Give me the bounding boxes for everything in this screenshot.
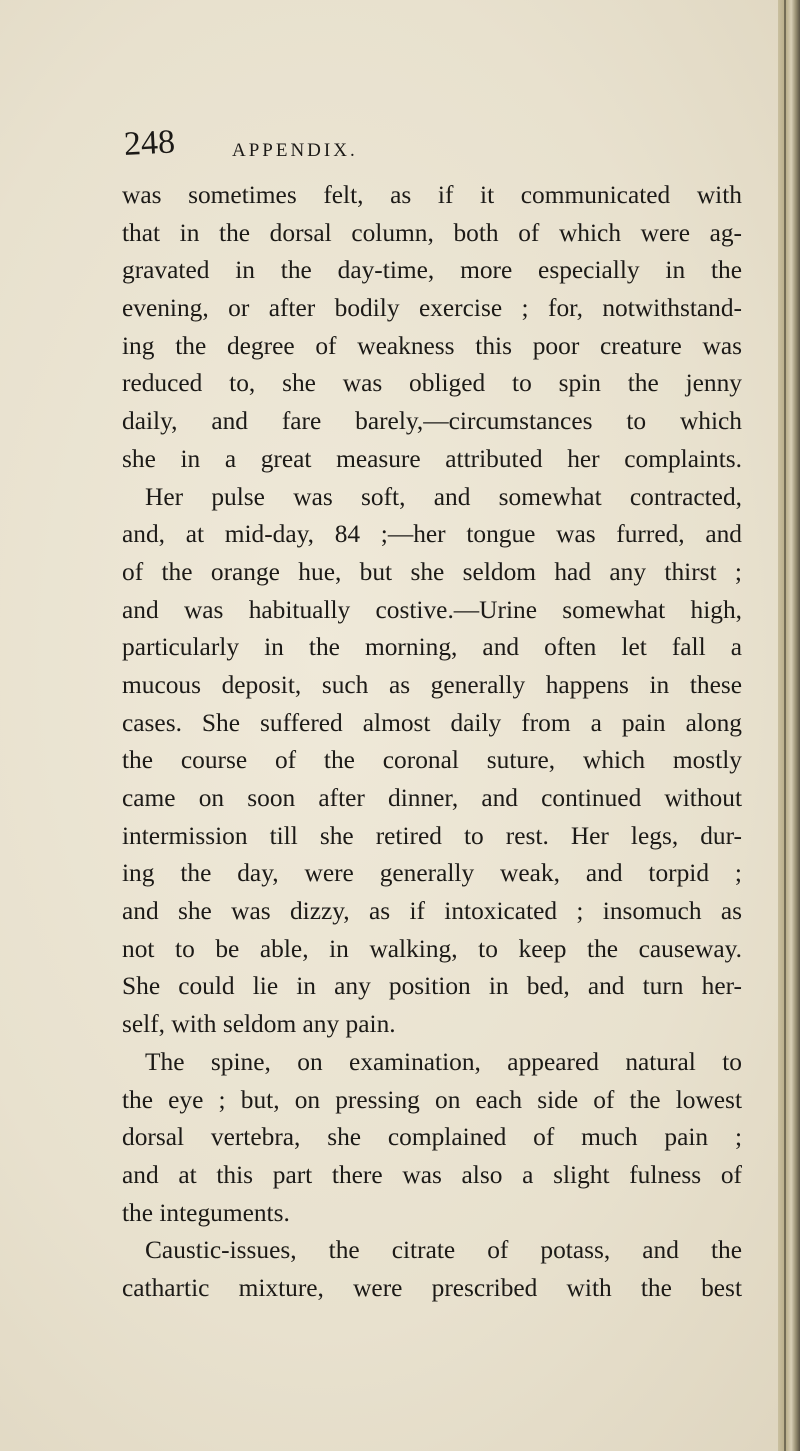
text-line: and at this part there was also a slight fulness of [122,1160,742,1189]
text-line: the integuments. [122,1198,290,1227]
text-line: ing the day, were generally weak, and torpid ; [122,859,742,888]
text-line: came on soon after dinner, and continued without [122,784,742,812]
text-line: reduced to, she was obliged to spin the jenny [122,369,742,398]
text-line: She could lie in any position in bed, and turn her- [122,972,742,1001]
page-header [124,110,744,170]
text-line: gravated in the day-time, more especially in the [122,256,742,285]
text-line: evening, or after bodily exercise ; for, notwithstand- [122,294,742,323]
text-line: cases. She suffered almost daily from a pain along [122,708,742,737]
text-line: that in the dorsal column, both of which were ag- [122,218,742,247]
page-number: 248 [123,123,176,163]
text-line: ing the degree of weakness this poor creature was [122,331,742,360]
text-line: The spine, on examination, appeared natural to [145,1047,742,1076]
text-line: was sometimes felt, as if it communicated with [122,181,742,209]
text-line: and was habitually costive.—Urine somewhat high, [122,595,742,624]
text-line: daily, and fare barely,—circumstances to which [122,407,742,436]
text-line: she in a great measure attributed her complaints. [122,444,742,473]
body-text [122,177,742,1308]
text-line: dorsal vertebra, she complained of much pain ; [122,1123,742,1152]
text-line: self, with seldom any pain. [122,1010,396,1039]
page-edge-shadow [784,0,786,1451]
text-line: intermission till she retired to rest. Her legs, dur- [122,821,742,850]
text-line: Caustic-issues, the citrate of potass, and the [145,1236,742,1265]
text-line: of the orange hue, but she seldom had any thirst ; [122,557,742,586]
text-line: not to be able, in walking, to keep the causeway. [122,934,742,963]
text-line: and, at mid-day, 84 ;—her tongue was furred, and [122,520,742,549]
running-head: APPENDIX. [232,140,358,161]
text-line: the course of the coronal suture, which mostly [122,746,742,775]
text-line: Her pulse was soft, and somewhat contracted, [145,482,742,511]
text-line: particularly in the morning, and often let fall a [122,633,742,662]
text-line: the eye ; but, on pressing on each side of the lowest [122,1085,742,1114]
text-line: cathartic mixture, were prescribed with the best [122,1273,742,1302]
text-line: mucous deposit, such as generally happens in these [122,670,742,699]
page-edge [778,0,800,1451]
text-line: and she was dizzy, as if intoxicated ; insomuch as [122,897,742,926]
